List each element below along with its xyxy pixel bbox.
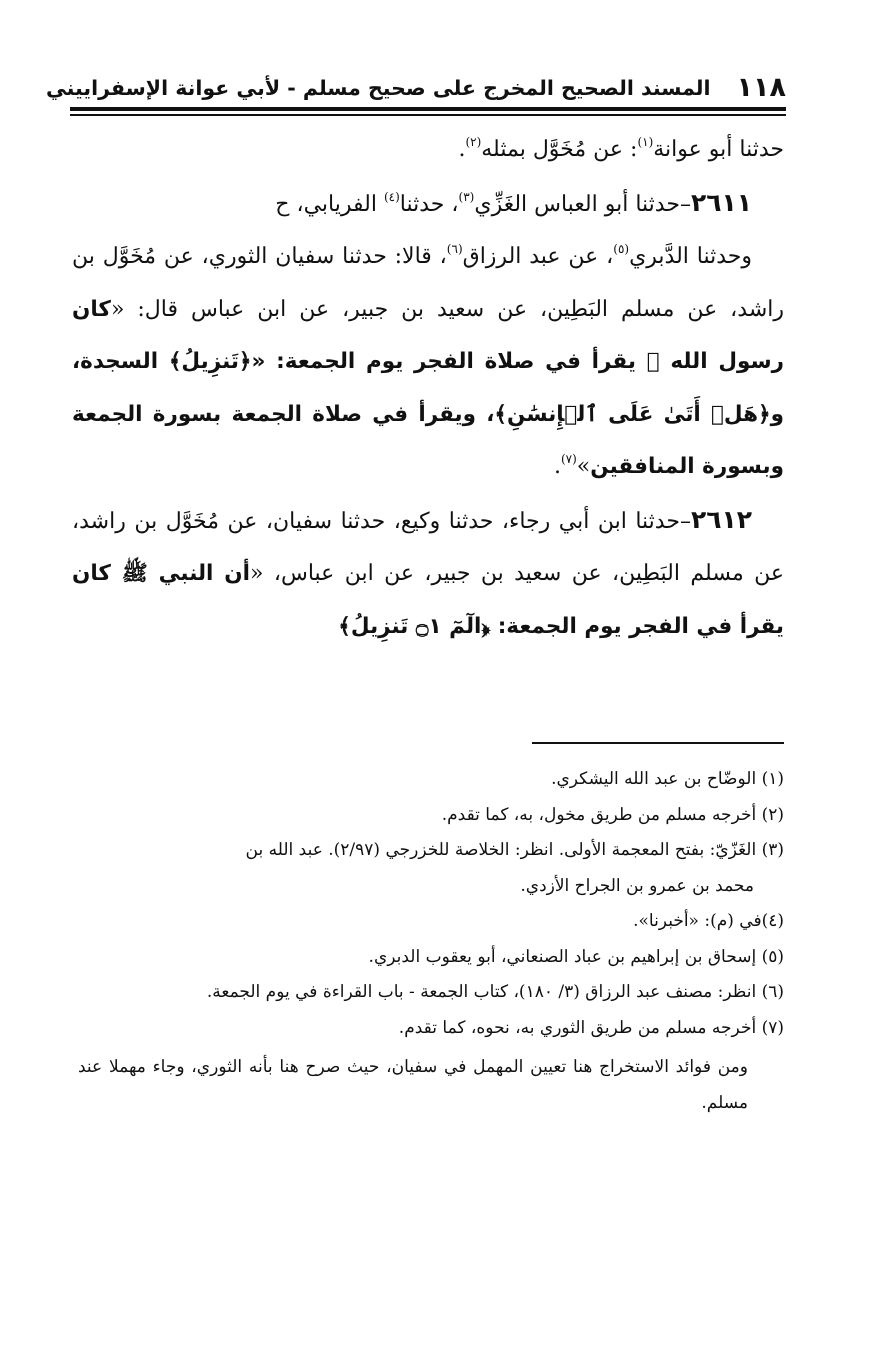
footnote-5: (٥) إسحاق بن إبراهيم بن عباد الصنعاني، أبو يعقوب الدبري.: [368, 946, 784, 967]
hadith-2611-isnad: وحدثنا الدَّبري$^{(٥)}$، عن عبد الرزاق$^{(٦)}$، قالا: حدثنا سفيان الثوري، عن مُخَوَّل بن راشد، عن مسلم البَطِين، عن سعيد بن جبير، عن ابن عباس قال: «كان رسول الله ﷺ يقرأ في صلاة الفجر يوم الجمعة: «﴿تَنزِيلُ﴾ السجدة، و﴿هَلۡ أَتَىٰ عَلَى ٱلۡإِنسَٰنِ﴾، ويقرأ في صلاة الجمعة بسورة الجمعة وبسورة المنافقين»$^{(٧)}$.: [72, 242, 784, 479]
footnote-ref: (٧): [560, 452, 577, 466]
hadith-2612: ٢٦١٢–حدثنا ابن أبي رجاء، حدثنا وكيع، حدثنا سفيان، عن مُخَوَّل بن راشد، عن مسلم البَطِين، عن سعيد بن جبير، عن ابن عباس، «أن النبي ﷺ كان يقرأ في الفجر يوم الجمعة: ﴿الٓمٓ ۝١ تَنزِيلُ﴾: [72, 504, 784, 639]
footnote-ref: (١): [637, 135, 654, 149]
main-text: [72, 124, 784, 653]
hadith-number: ٢٦١٢: [690, 504, 752, 534]
hadith-2611: ٢٦١١–حدثنا أبو العباس الغَزِّي$^{(٣)}$، حدثنا$^{(٤)}$ الفريابي، ح: [275, 187, 752, 217]
footnote-ref: (٣): [458, 189, 475, 204]
footnote-4: (٤)في (م): «أخبرنا».: [633, 911, 784, 931]
running-header: [45, 62, 786, 106]
footnote-6: (٦) انظر: مصنف عبد الرزاق (٣/ ١٨٠)، كتاب الجمعة - باب القراءة في يوم الجمعة.: [206, 982, 784, 1002]
footnotes: [78, 762, 784, 1121]
footnote-ref: (٥): [613, 242, 630, 256]
footnote-3: (٣) الغَزّيّ: بفتح المعجمة الأولى. انظر: الخلاصة للخزرجي (٢/٩٧). عبد الله بن: [245, 840, 784, 860]
paragraph-continuation: حدثنا أبو عوانة$^{(١)}$: عن مُخَوَّل بمثله$^{(٢)}$.: [458, 135, 784, 162]
page-number: ١١٨: [736, 72, 786, 103]
footnote-separator: [532, 742, 784, 744]
footnote-ref: (٤): [383, 189, 400, 204]
footnote-2: (٢) أخرجه مسلم من طريق مخول، به، كما تقدم.: [441, 804, 784, 825]
footnote-ref: (٦): [446, 242, 463, 256]
footnote-ref: (٢): [465, 135, 482, 149]
hadith-matn: كان رسول الله ﷺ يقرأ في صلاة الفجر يوم الجمعة: «﴿تَنزِيلُ﴾ السجدة، و﴿هَلۡ أَتَىٰ عَلَى ٱلۡإِنسَٰنِ﴾، ويقرأ في صلاة الجمعة بسورة الجمعة وبسورة المنافقين: [72, 296, 784, 479]
footnote-1: (١) الوضّاح بن عبد الله اليشكري.: [551, 769, 784, 789]
footnote-7-note: ومن فوائد الاستخراج هنا تعيين المهمل في سفيان، حيث صرح هنا بأنه الثوري، وجاء مهملا عند مسلم.: [78, 1057, 748, 1113]
footnote-3-continuation: محمد بن عمرو بن الجراح الأزدي.: [520, 875, 754, 896]
footnote-7: (٧) أخرجه مسلم من طريق الثوري به، نحوه، كما تقدم.: [398, 1017, 784, 1038]
running-title: المسند الصحيح المخرج على صحيح مسلم - لأبي عوانة الإسفراييني: [45, 76, 711, 100]
header-rule-thick: [70, 107, 786, 111]
header-rule-thin: [70, 114, 786, 116]
hadith-number: ٢٦١١: [690, 187, 752, 217]
hadith-matn: أن النبي ﷺ كان يقرأ في الفجر يوم الجمعة: ﴿الٓمٓ ۝١ تَنزِيلُ﴾: [72, 561, 784, 639]
